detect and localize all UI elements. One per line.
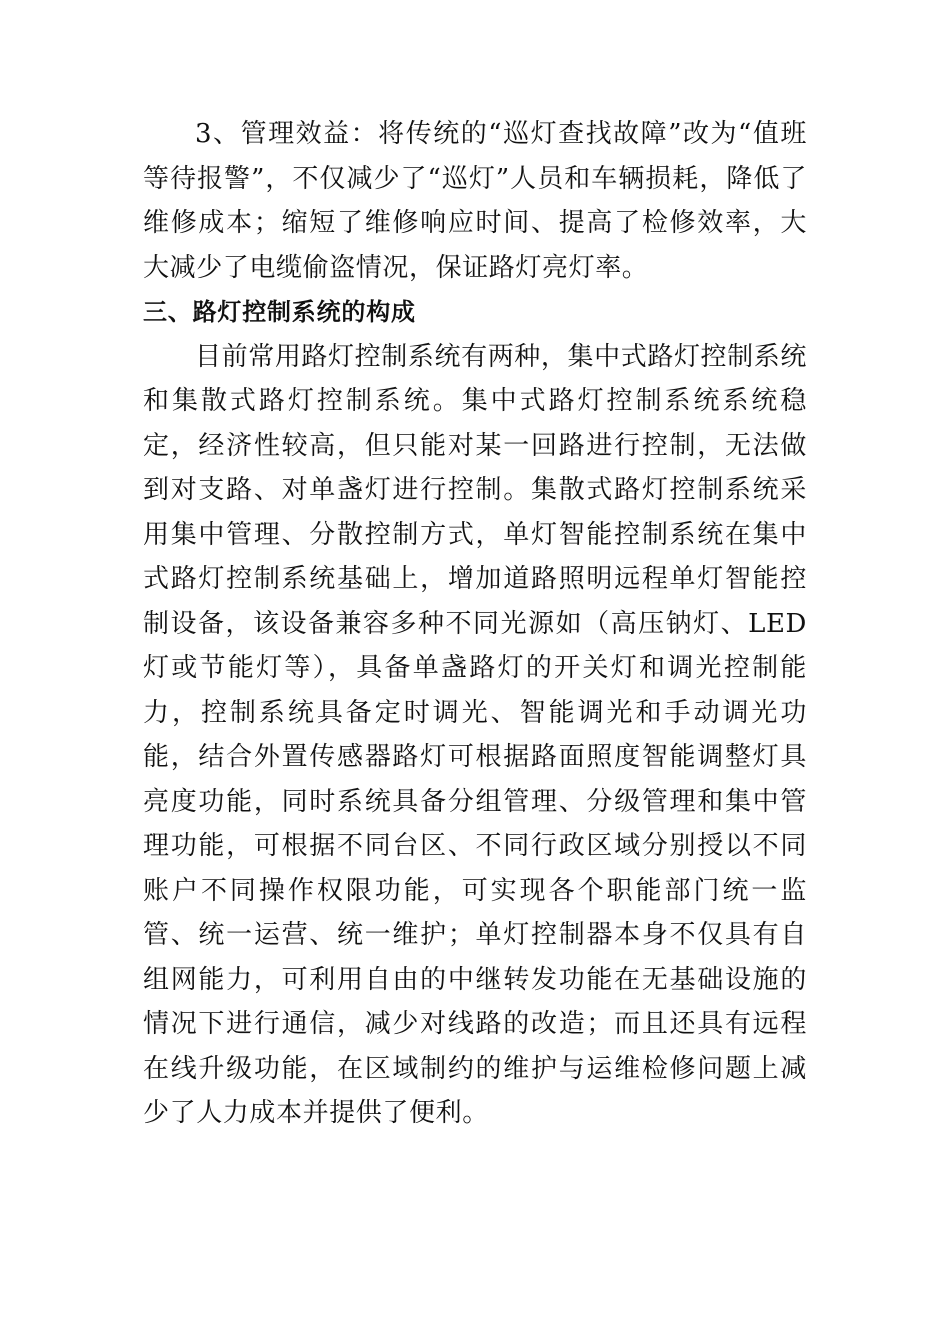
system-composition-paragraph: 目前常用路灯控制系统有两种，集中式路灯控制系统和集散式路灯控制系统。集中式路灯控制系统系统稳定，经济性较高，但只能对某一回路进行控制，无法做到对支路、对单盏灯进行控制。集散式路灯控制系统采用集中管理、分散控制方式，单灯智能控制系统在集中式路灯控制系统基础上，增加道路照明远程单灯智能控制设备，该设备兼容多种不同光源如（高压钠灯、LED灯或节能灯等），具备单盏路灯的开关灯和调光控制能力，控制系统具备定时调光、智能调光和手动调光功能，结合外置传感器路灯可根据路面照度智能调整灯具亮度功能，同时系统具备分组管理、分级管理和集中管理功能，可根据不同台区、不同行政区域分别授以不同账户不同操作权限功能，可实现各个职能部门统一监管、统一运营、统一维护；单灯控制器本身不仅具有自组网能力，可利用自由的中继转发功能在无基础设施的情况下进行通信，减少对线路的改造；而且还具有远程在线升级功能，在区域制约的维护与运维检修问题上减少了人力成本并提供了便利。 bbox=[143, 341, 807, 1128]
management-benefit-paragraph: 3、管理效益：将传统的“巡灯查找故障”改为“值班等待报警”，不仅减少了“巡灯”人员和车辆损耗，降低了维修成本；缩短了维修响应时间、提高了检修效率，大大减少了电缆偷盗情况，保证路灯亮灯率。 bbox=[143, 119, 807, 283]
section-heading: 三、路灯控制系统的构成 bbox=[143, 298, 416, 326]
document-page bbox=[143, 112, 807, 1136]
